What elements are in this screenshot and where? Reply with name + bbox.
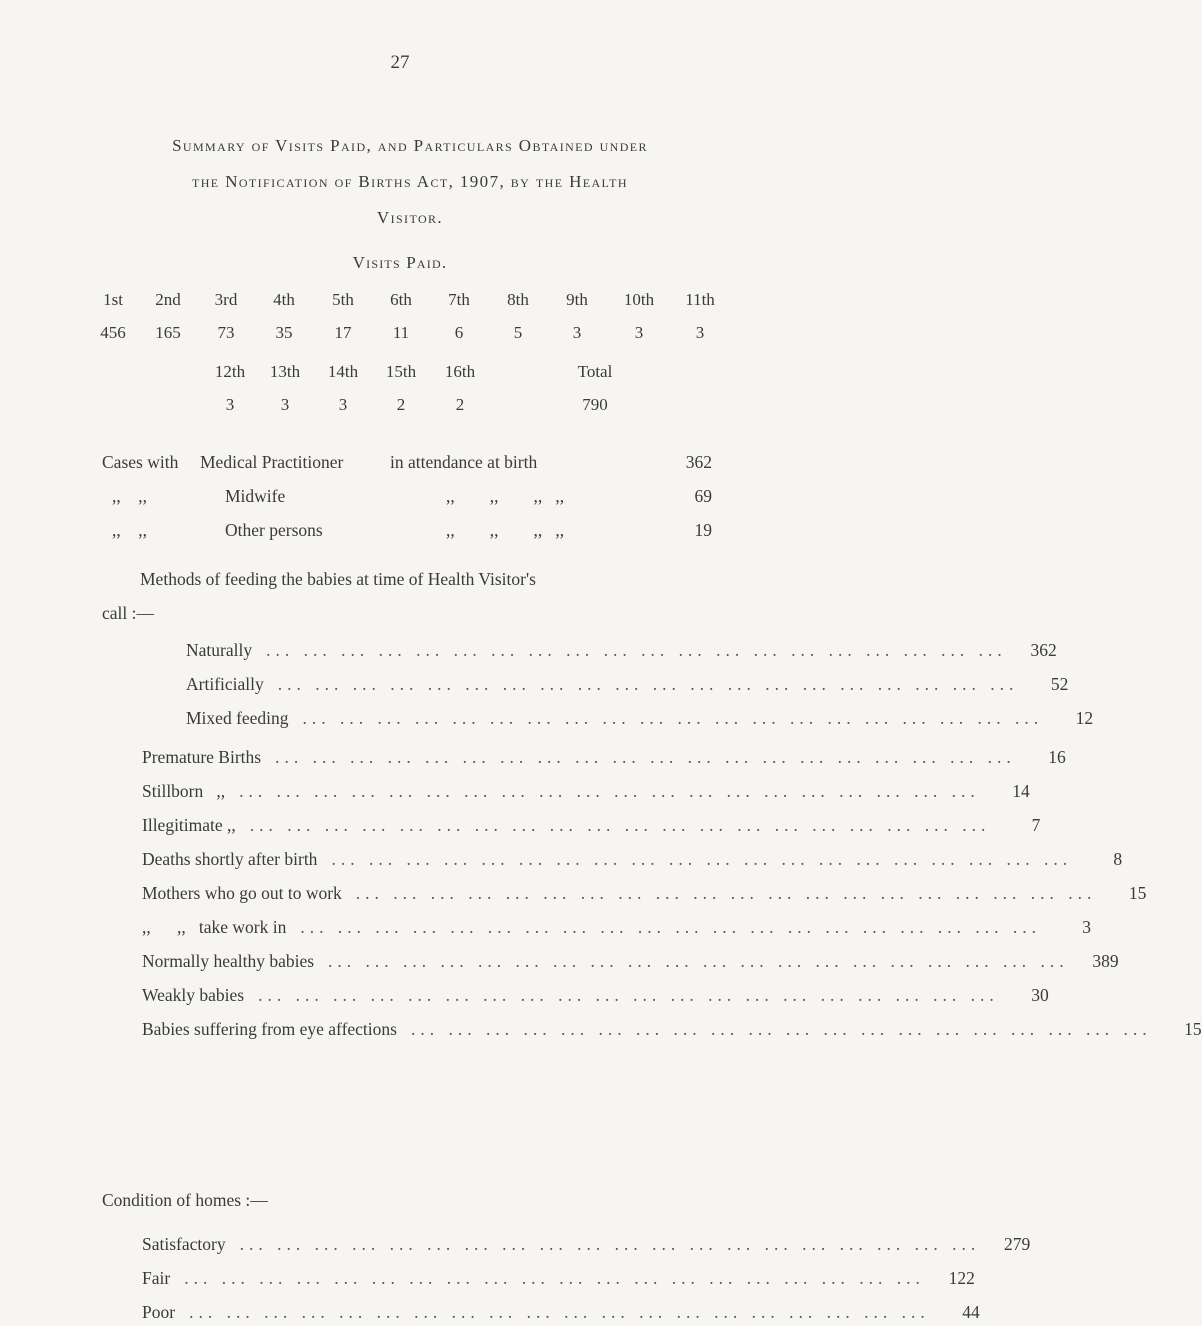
dot-leader: ... ... ... ... ... ... ... ... ... ... ... ... ... ... ... ... ... ... ... ... [331, 849, 1073, 869]
particulars-row-label: Illegitimate ,, [142, 815, 236, 835]
cases-who: Medical Practitioner [200, 452, 344, 472]
cases-prefix: Cases with [102, 452, 179, 472]
visit-number-label: 3rd [214, 290, 238, 309]
particulars-row [142, 917, 1091, 938]
visit-number-label: 11th [685, 290, 715, 309]
visit-number-label: 15th [385, 362, 417, 381]
visits-paid-heading: Visits Paid. [352, 253, 448, 272]
particulars-row-label: Weakly babies [142, 985, 245, 1005]
visit-count-value: 2 [455, 395, 465, 414]
particulars-row-value: 7 [1031, 815, 1041, 835]
cases-prefix: ,, ,, [112, 520, 147, 540]
feeding-row-label: Mixed feeding [186, 708, 289, 728]
visit-count-value: 73 [217, 323, 235, 342]
homes-row-label: Poor [142, 1302, 176, 1322]
dot-leader: ... ... ... ... ... ... ... ... ... ... ... ... ... ... ... ... ... ... ... ... [239, 1234, 981, 1254]
cases-who: Midwife [225, 486, 286, 506]
particulars-row [142, 815, 1041, 836]
visit-number-label: 6th [390, 290, 412, 309]
particulars-row [142, 985, 1049, 1006]
visit-count-value: 6 [454, 323, 464, 342]
visit-count-value: 790 [582, 395, 608, 414]
particulars-row-value: 15 [1184, 1019, 1202, 1039]
dot-leader: ... ... ... ... ... ... ... ... ... ... ... ... ... ... ... ... ... ... ... ... [239, 781, 980, 801]
particulars-row-label: Babies suffering from eye affections [142, 1019, 397, 1039]
dot-leader: ... ... ... ... ... ... ... ... ... ... ... ... ... ... ... ... ... ... ... ... [277, 674, 1019, 694]
homes-row [142, 1234, 1031, 1255]
feeding-row-value: 12 [1075, 708, 1094, 728]
particulars-row-label: Normally healthy babies [142, 951, 315, 971]
feeding-intro-continued: call :— [102, 603, 154, 623]
dot-leader: ... ... ... ... ... ... ... ... ... ... ... ... ... ... ... ... ... ... ... ... [328, 951, 1069, 971]
particulars-row-value: 14 [1012, 781, 1030, 801]
cases-prefix: ,, ,, [112, 486, 147, 506]
visit-count-value: 165 [155, 323, 181, 342]
dot-leader: ... ... ... ... ... ... ... ... ... ... ... ... ... ... ... ... ... ... ... ... [302, 708, 1044, 728]
cases-value: 19 [694, 520, 712, 540]
homes-row-value: 44 [962, 1302, 980, 1322]
particulars-row-value: 30 [1031, 985, 1049, 1005]
visit-number-label: 16th [444, 362, 476, 381]
cases-value: 362 [685, 452, 712, 472]
dot-leader: ... ... ... ... ... ... ... ... ... ... ... ... ... ... ... ... ... ... ... ... [189, 1302, 930, 1322]
particulars-row-label: Deaths shortly after birth [142, 849, 318, 869]
title-line: the Notification of Births Act, 1907, by the Health [192, 172, 628, 191]
homes-heading: Condition of homes :— [102, 1190, 268, 1210]
visit-count-value: 3 [225, 395, 235, 414]
particulars-row-label: Mothers who go out to work [142, 883, 342, 903]
dot-leader: ... ... ... ... ... ... ... ... ... ... ... ... ... ... ... ... ... ... ... ... [249, 815, 991, 835]
particulars-row [142, 781, 1030, 802]
particulars-row [142, 747, 1066, 768]
homes-row [142, 1302, 980, 1323]
dot-leader: ... ... ... ... ... ... ... ... ... ... ... ... ... ... ... ... ... ... ... ... [184, 1268, 925, 1288]
particulars-row-label: ,, ,, take work in [142, 917, 287, 937]
homes-row-label: Fair [142, 1268, 171, 1288]
particulars-row-label: Premature Births [142, 747, 262, 767]
title-line: Summary of Visits Paid, and Particulars Obtained under [172, 136, 648, 155]
visit-number-label: Total [577, 362, 613, 381]
homes-row [142, 1268, 975, 1289]
particulars-row-value: 389 [1092, 951, 1119, 971]
visit-number-label: 2nd [155, 290, 181, 309]
visit-count-value: 2 [396, 395, 406, 414]
visit-number-label: 14th [327, 362, 359, 381]
cases-suffix: ,, ,, ,, ,, [446, 520, 565, 540]
dot-leader: ... ... ... ... ... ... ... ... ... ... ... ... ... ... ... ... ... ... ... ... [300, 917, 1041, 937]
document-title [80, 128, 740, 236]
feeding-row [186, 708, 1094, 729]
feeding-row-label: Naturally [186, 640, 253, 660]
visit-number-label: 10th [623, 290, 655, 309]
cases-value: 69 [694, 486, 712, 506]
visit-count-value: 17 [334, 323, 352, 342]
feeding-row [186, 674, 1069, 695]
homes-row-value: 122 [948, 1268, 975, 1288]
visit-number-label: 13th [269, 362, 301, 381]
particulars-row-label: Stillborn ,, [142, 781, 226, 801]
visit-count-value: 456 [100, 323, 126, 342]
visit-count-value: 3 [695, 323, 705, 342]
visit-count-value: 3 [280, 395, 290, 414]
visit-count-value: 11 [392, 323, 410, 342]
dot-leader: ... ... ... ... ... ... ... ... ... ... ... ... ... ... ... ... ... ... ... ... [266, 640, 1007, 660]
dot-leader: ... ... ... ... ... ... ... ... ... ... ... ... ... ... ... ... ... ... ... ... [275, 747, 1016, 767]
particulars-row-value: 16 [1048, 747, 1066, 767]
visit-number-label: 12th [214, 362, 246, 381]
title-line: Visitor. [376, 208, 444, 227]
cases-suffix: in attendance at birth [390, 452, 538, 472]
feeding-intro: Methods of feeding the babies at time of Health Visitor's [140, 569, 536, 589]
visit-number-label: 9th [566, 290, 588, 309]
visit-number-label: 5th [332, 290, 354, 309]
cases-suffix: ,, ,, ,, ,, [446, 486, 565, 506]
visit-count-value: 3 [634, 323, 644, 342]
page-number: 27 [390, 52, 410, 73]
feeding-row-value: 52 [1050, 674, 1069, 694]
visit-count-value: 3 [338, 395, 348, 414]
visit-number-label: 1st [103, 290, 123, 309]
visit-count-value: 3 [572, 323, 582, 342]
visit-count-value: 35 [275, 323, 293, 342]
homes-row-label: Satisfactory [142, 1234, 226, 1254]
particulars-row [142, 883, 1147, 904]
particulars-row [142, 951, 1119, 972]
feeding-row-value: 362 [1030, 640, 1057, 660]
particulars-row-value: 3 [1082, 917, 1091, 937]
feeding-row [186, 640, 1057, 661]
particulars-row [142, 1019, 1202, 1040]
particulars-row-value: 8 [1113, 849, 1123, 869]
cases-who: Other persons [225, 520, 323, 540]
feeding-row-label: Artificially [186, 674, 264, 694]
visit-count-value: 5 [513, 323, 523, 342]
visit-number-label: 7th [448, 290, 470, 309]
dot-leader: ... ... ... ... ... ... ... ... ... ... ... ... ... ... ... ... ... ... ... ... [410, 1019, 1152, 1039]
visit-number-label: 8th [507, 290, 529, 309]
homes-row-value: 279 [1003, 1234, 1031, 1254]
visit-number-label: 4th [273, 290, 295, 309]
particulars-row [142, 849, 1123, 870]
dot-leader: ... ... ... ... ... ... ... ... ... ... ... ... ... ... ... ... ... ... ... ... [258, 985, 999, 1005]
particulars-row-value: 15 [1128, 883, 1147, 903]
dot-leader: ... ... ... ... ... ... ... ... ... ... ... ... ... ... ... ... ... ... ... ... [355, 883, 1097, 903]
